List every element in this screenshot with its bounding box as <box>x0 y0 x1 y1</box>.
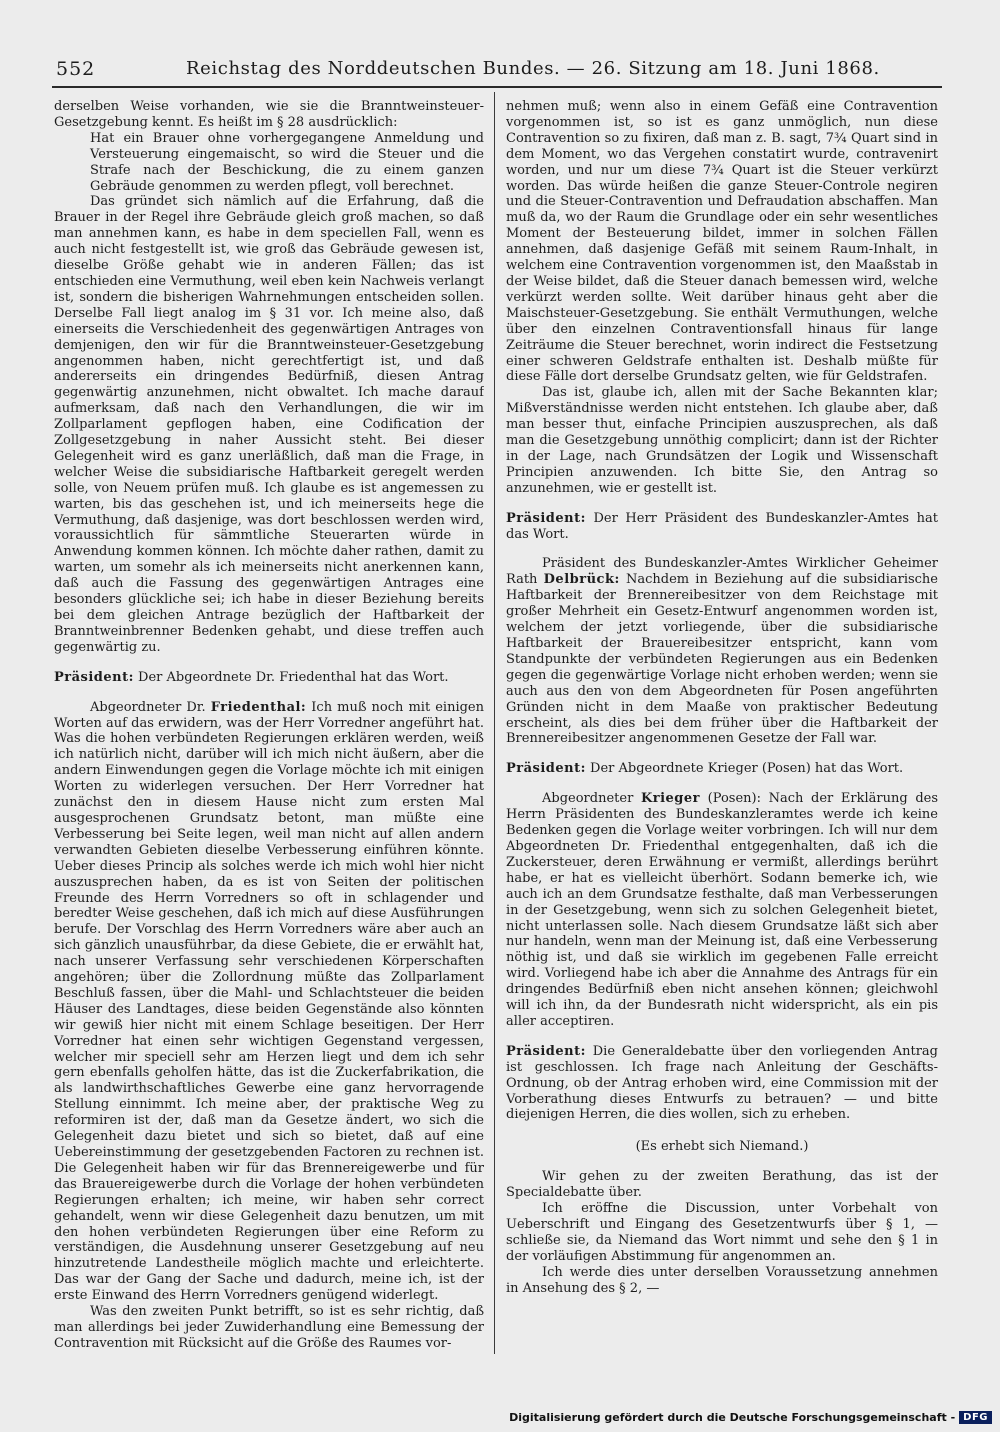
paragraph-text: Ich eröffne die Discussion, unter Vorbehalt von Ueberschrift und Eingang des Gesetzentwurfs über § 1, — schließe sie, da Niemand das Wort nimmt und sehe den § 1 in der vorläufigen Abstimmung für angenommen an. <box>506 1201 938 1264</box>
paragraph-text: Ich muß noch mit einigen Worten auf das erwidern, was der Herr Vorredner angeführt hat. Was die hohen verbündeten Regierungen erklären werden, weiß ich natürlich nicht, darüber will ich mich nicht äußern, aber die andern Einwendungen gegen die Vorlage möchte ich mit einigen Worten zu widerlegen versuchen. Der Herr Vorredner hat zunächst den in diesem Hause nicht zum ersten Mal ausgesprochenen Grundsatz betont, man müßte eine Verbesserung bei Seite legen, weil man nicht auf allen andern verwandten Gebieten dieselbe Verbesserung einführen könnte. Ueber dieses Princip als solches werde ich mich wohl hier nicht auszusprechen haben, da es ist von Seiten der politischen Freunde des Herrn Vorredners so oft in schlagender und beredter Weise geschehen, daß ich mich auf diese Ausführungen berufe. Der Vorschlag des Herrn Vorredners wäre aber auch an sich gänzlich unausführbar, da diese Gebiete, die er erwählt hat, nach unserer Verfassung sehr verschiedenen Körperschaften angehören; über die Zollordnung müßte das Zollparlament Beschluß fassen, über die Mahl- und Schlachtsteuer die beiden Häuser des Landtages, diese beiden Gegenstände also könnten wir gewiß hier nicht mit einem Schlage beseitigen. Der Herr Vorredner hat einen sehr wichtigen Gegenstand vergessen, welcher mir speciell sehr am Herzen liegt und dem ich sehr gern ebenfalls geholfen hätte, das ist die Zuckerfabrikation, die als landwirthschaftliches Gewerbe eine ganz hervorragende Stellung einnimmt. Ich meine aber, der praktische Weg zu reformiren ist der, daß man da Gesetze ändert, wo sich die Gelegenheit dazu bietet und sich so bietet, daß auf eine Uebereinstimmung der gesetzgebenden Factoren zu rechnen ist. Die Gelegenheit haben wir für das Brennereigewerbe und für das Brauereigewerbe durch die Vorlage der hohen verbündeten Regierungen erhalten; ich meine, wir haben sehr correct gehandelt, wenn wir diese Gelegenheit dazu benutzen, um mit den hohen verbündeten Regierungen über eine Reform zu verständigen, die Ausdehnung unserer Gesetzgebung auf neu hinzutretende Landestheile möglich machte und erleichterte. Das war der Gang der Sache und dadurch, meine ich, ist der erste Einwand des Herrn Vorredners genügend widerlegt. <box>54 699 484 1304</box>
paragraph <box>54 99 484 131</box>
paragraph-text: derselben Weise vorhanden, wie sie die Branntweinsteuer-Gesetzgebung kennt. Es heißt im § 28 ausdrücklich: <box>54 99 484 130</box>
paragraph-text: Der Abgeordnete Dr. Friedenthal hat das Wort. <box>133 669 449 685</box>
header-rule <box>52 86 942 88</box>
paragraph <box>506 1139 938 1155</box>
paragraph-text: (Es erhebt sich Niemand.) <box>635 1139 809 1155</box>
paragraph <box>506 1169 938 1201</box>
paragraph <box>506 99 938 385</box>
paragraph-text: (Posen): Nach der Erklärung des Herrn Präsidenten des Bundeskanzleramtes werde ich keine Bedenken gegen die Vorlage weiter vorbringen. Ich will nur dem Abgeordneten Dr. Friedenthal entgegenhalten, daß ich die Zuckersteuer, deren Erwähnung er vermißt, allerdings berührt habe, er hat es vielleicht überhört. Sodann bemerke ich, wie auch ich an dem Grundsatze festhalte, daß man Verbesserungen in der Gesetzgebung, wenn sich zu solchen Gelegenheit bietet, nicht unterlassen solle. Nach diesem Grundsatze läßt sich aber nur handeln, wenn man der Meinung ist, daß eine Verbesserung nöthig ist, und daß sie wirklich im gegebenen Falle erreicht wird. Vorliegend habe ich aber die Annahme des Antrags für ein dringendes Bedürfniß eben nicht ansehen können; gleichwohl will ich ihn, da der Bundesrath nicht widerspricht, als ein pis aller acceptiren. <box>506 791 938 1029</box>
speaker-prefix: Präsident des Bundeskanzler-Amtes Wirklicher Geheimer Rath <box>506 556 938 588</box>
speech-paragraph <box>506 1044 938 1124</box>
paragraph <box>54 194 484 655</box>
paragraph-text: Das ist, glaube ich, allen mit der Sache Bekannten klar; Mißverständnisse werden nicht entstehen. Ich glaube aber, daß man besser thut, einfache Principien auszusprechen, als daß man die Gesetzgebung unnöthig complicirt; dann ist der Richter in der Lage, nach Grundsätzen der Logik und Wissenschaft Principien anzuwenden. Ich bitte Sie, den Antrag so anzunehmen, wie er gestellt ist. <box>506 385 938 496</box>
paragraph <box>54 1304 484 1352</box>
speaker-name: Präsident: <box>54 669 134 685</box>
paragraph-text: Ich werde dies unter derselben Voraussetzung annehmen in Ansehung des § 2, — <box>506 1264 938 1296</box>
paragraph-text: Der Herr Präsident des Bundeskanzler-Amtes hat das Wort. <box>506 510 938 542</box>
speech-paragraph <box>506 511 938 543</box>
speech-paragraph <box>506 791 938 1030</box>
page-header <box>52 58 942 86</box>
right-column <box>506 99 938 1414</box>
speaker-name: Krieger <box>640 791 701 807</box>
column-divider <box>494 92 495 1354</box>
speech-paragraph <box>54 670 484 686</box>
paragraph-text: Das gründet sich nämlich auf die Erfahrung, daß die Brauer in der Regel ihre Gebräude gleich groß machen, so daß man annehmen kann, es habe in dem speciellen Fall, wenn es auch nicht festgestellt ist, wie groß das Gebräude gewesen ist, dieselbe Größe gehabt wie in anderen Fällen; das ist entschieden eine Vermuthung, weil eben kein Nachweis verlangt ist, sondern die bisherigen Wahrnehmungen entscheiden sollen. Derselbe Fall liegt analog im § 31 vor. Ich meine also, daß einerseits die Verschiedenheit des gegenwärtigen Antrages von demjenigen, den wir für die Branntweinsteuer-Gesetzgebung angenommen haben, nicht gerechtfertigt ist, und daß andererseits ein dringendes Bedürfniß, diesen Antrag gegenwärtig anzunehmen, nicht obwaltet. Ich mache darauf aufmerksam, daß nach den Verhandlungen, die wir im Zollparlament gepflogen haben, eine Codification der Zollgesetzgebung in naher Aussicht steht. Bei dieser Gelegenheit wird es ganz unerläßlich, daß man die Frage, in welcher Weise die subsidiarische Haftbarkeit geregelt werden solle, von Neuem prüfen muß. Ich glaube es ist angemessen zu warten, bis das geschehen ist, und ich meinerseits hege die Vermuthung, daß dasjenige, was dort beschlossen werden wird, voraussichtlich für sämmtliche Steuerarten würde in Anwendung kommen können. Ich möchte daher rathen, damit zu warten, um somehr als ich meinerseits nicht anerkennen kann, daß auch die Fassung des gegenwärtigen Antrages eine besonders glückliche sei; ich habe in dieser Beziehung bereits bei dem gleichen Antrage bezüglich der Haftbarkeit der Branntweinbrenner Bedenken gehabt, und diese treffen auch gegenwärtig zu. <box>54 194 484 655</box>
paragraph-text: Der Abgeordnete Krieger (Posen) hat das Wort. <box>585 761 904 777</box>
left-column <box>54 99 484 1414</box>
paragraph <box>506 385 938 496</box>
paragraph <box>506 1201 938 1265</box>
page-number: 552 <box>56 58 96 80</box>
speaker-name: Friedenthal: <box>210 699 307 715</box>
paragraph-text: Nachdem in Beziehung auf die subsidiarische Haftbarkeit der Brennereibesitzer von dem Reichstage mit großer Mehrheit ein Gesetz-Entwurf angenommen worden ist, welchem der jetzt vorliegende, über die subsidiarische Haftbarkeit der Brauereibesitzer entspricht, kann vom Standpunkte der verbündeten Regierungen aus ein Bedenken gegen die gegenwärtige Vorlage nicht erhoben werden; wenn sie auch aus den von dem Abgeordneten für Posen angeführten Gründen nicht in dem Maaße von praktischer Bedeutung erscheint, als dies bei dem früher über die Haftbarkeit der Brennereibesitzer angenommenen Gesetze der Fall war. <box>506 572 938 747</box>
speaker-name: Präsident: <box>506 1043 586 1059</box>
speaker-prefix: Abgeordneter <box>542 791 641 807</box>
paragraph-text: Die Generaldebatte über den vorliegenden Antrag ist geschlossen. Ich frage nach Anleitung der Geschäfts-Ordnung, ob der Antrag erhoben wird, eine Commission mit der Vorberathung dieses Entwurfs zu betrauen? — und bitte diejenigen Herren, die dies wollen, sich zu erheben. <box>506 1043 938 1123</box>
speaker-name: Delbrück: <box>543 572 620 588</box>
paragraph-text: Was den zweiten Punkt betrifft, so ist es sehr richtig, daß man allerdings bei jeder Zuwiderhandlung eine Bemessung der Contravention mit Rücksicht auf die Größe des Raumes vor- <box>54 1304 484 1351</box>
footer-text: Digitalisierung gefördert durch die Deutsche Forschungsgemeinschaft - <box>509 1410 956 1424</box>
paragraph-text: Hat ein Brauer ohne vorhergegangene Anmeldung und Versteuerung eingemaischt, so wird die Steuer und die Strafe nach der Beschickung, die zu einem ganzen Gebräude genommen zu werden pflegt, voll berechnet. <box>90 130 484 194</box>
footer <box>509 1408 992 1426</box>
speech-paragraph <box>506 556 938 747</box>
speech-paragraph <box>506 761 938 777</box>
speaker-name: Präsident: <box>506 761 586 777</box>
running-title: Reichstag des Norddeutschen Bundes. — 26. Sitzung am 18. Juni 1868. <box>186 58 880 79</box>
speaker-prefix: Abgeordneter Dr. <box>90 699 211 715</box>
dfg-logo: DFG <box>959 1411 992 1424</box>
paragraph <box>54 131 484 195</box>
speaker-name: Präsident: <box>506 510 586 526</box>
paragraph-text: nehmen muß; wenn also in einem Gefäß eine Contravention vorgenommen ist, so ist es ganz unmöglich, nun diese Contravention so zu fixiren, daß man z. B. sagt, 7¾ Quart sind in dem Moment, wo das Vergehen constatirt wurde, contravenirt worden, und nur um diese 7¾ Quart ist die Steuer verkürzt worden. Das würde heißen die ganze Steuer-Controle negiren und die Steuer-Contravention und Defraudation abschaffen. Man muß da, wo der Raum die Grundlage oder ein sehr wesentliches Moment der Besteuerung bildet, immer in solchen Fällen annehmen, daß dasjenige Gefäß mit seinem Raum-Inhalt, in welchem eine Contravention vorgenommen ist, den Maaßstab in der Weise bildet, daß die Steuer danach bemessen wird, welche verkürzt werden sollte. Weit darüber hinaus geht aber die Maischsteuer-Gesetzgebung. Sie enthält Vermuthungen, welche über den einzelnen Contraventionsfall hinaus für lange Zeiträume die Steuer berechnet, worin indirect die Festsetzung einer schweren Geldstrafe enthalten ist. Deshalb müßte für diese Fälle dort derselbe Grundsatz gelten, wie für Geldstrafen. <box>506 99 938 385</box>
speech-paragraph <box>54 700 484 1304</box>
paragraph <box>506 1265 938 1297</box>
paragraph-text: Wir gehen zu der zweiten Berathung, das ist der Specialdebatte über. <box>506 1169 938 1201</box>
